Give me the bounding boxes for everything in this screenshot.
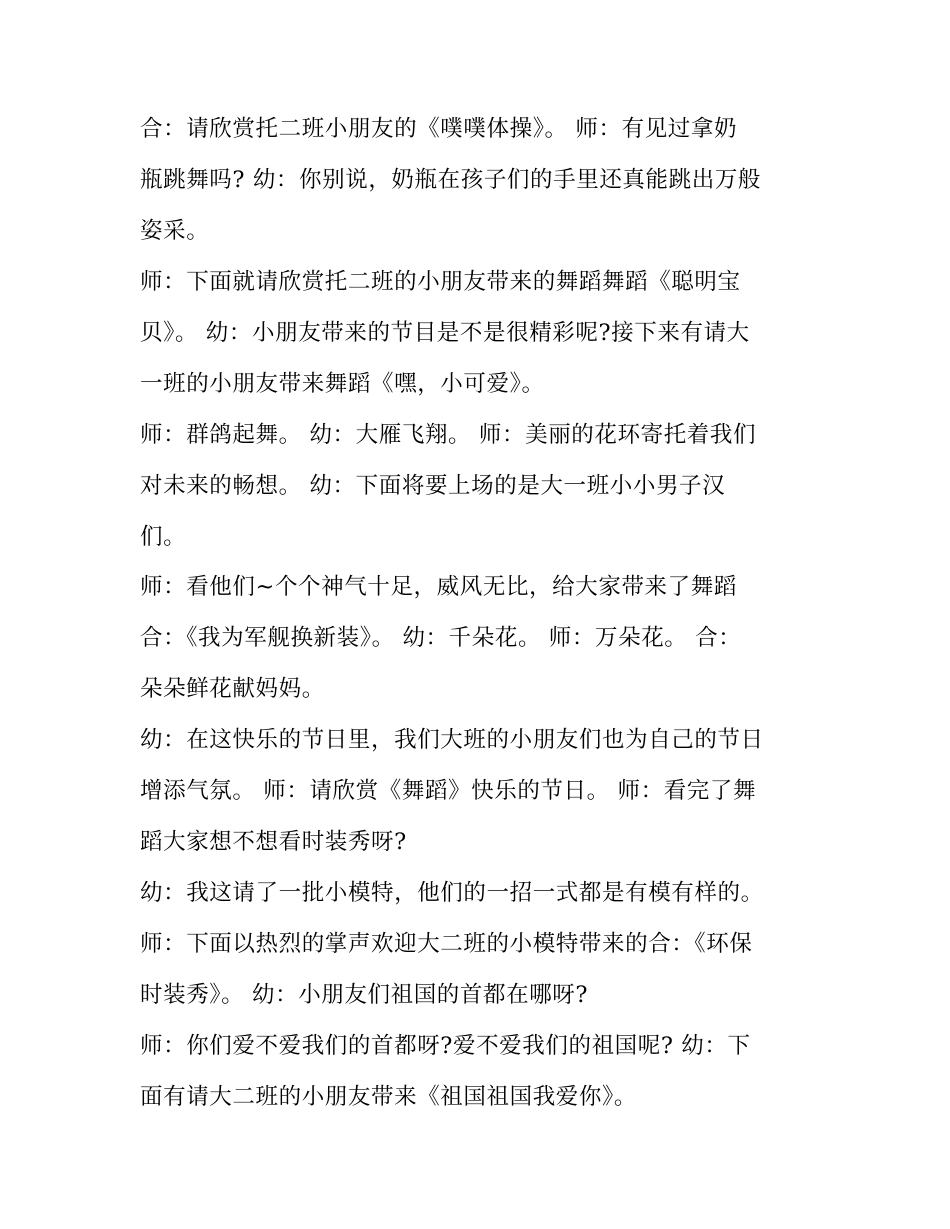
text-line: 对未来的畅想。 幼：下面将要上场的是大一班小小男子汉 [140,473,726,499]
text-line: 时装秀》。 幼：小朋友们祖国的首都在哪呀? [140,982,589,1008]
text-line: 幼：我这请了一批小模特，他们的一招一式都是有模有样的。 [140,880,764,906]
text-line: 朵朵鲜花献妈妈。 [140,676,325,702]
text-line: 幼：在这快乐的节日里，我们大班的小朋友们也为自己的节日 [140,727,764,753]
text-line: 合：《我为军舰换新装》。 幼：千朵花。 师：万朵花。 合： [140,625,742,651]
text-line: 师：下面就请欣赏托二班的小朋友带来的舞蹈舞蹈《聪明宝 [140,269,741,295]
text-line: 师：下面以热烈的掌声欢迎大二班的小模特带来的合：《环保 [140,931,753,957]
text-line: 瓶跳舞吗? 幼：你别说，奶瓶在孩子们的手里还真能跳出万般 [140,167,762,193]
text-line: 贝》。 幼：小朋友带来的节目是不是很精彩呢?接下来有请大 [140,320,750,346]
text-line: 师：群鸽起舞。 幼：大雁飞翔。 师：美丽的花环寄托着我们 [140,422,757,448]
text-line: 们。 [140,524,187,550]
text-line: 蹈大家想不想看时装秀呀? [140,829,407,855]
text-line: 姿采。 [140,218,210,244]
text-line: 面有请大二班的小朋友带来《祖国祖国我爱你》。 [140,1084,637,1110]
text-line: 师：看他们~个个神气十足，威风无比，给大家带来了舞蹈 [140,574,737,600]
text-line: 师：你们爱不爱我们的首都呀?爱不爱我们的祖国呢? 幼：下 [140,1033,751,1059]
text-line: 一班的小朋友带来舞蹈《嘿，小可爱》。 [140,371,545,397]
text-line: 合：请欣赏托二班小朋友的《噗噗体操》。 师：有见过拿奶 [140,116,738,142]
text-line: 增添气氛。 师：请欣赏《舞蹈》快乐的节日。 师：看完了舞 [140,778,757,804]
